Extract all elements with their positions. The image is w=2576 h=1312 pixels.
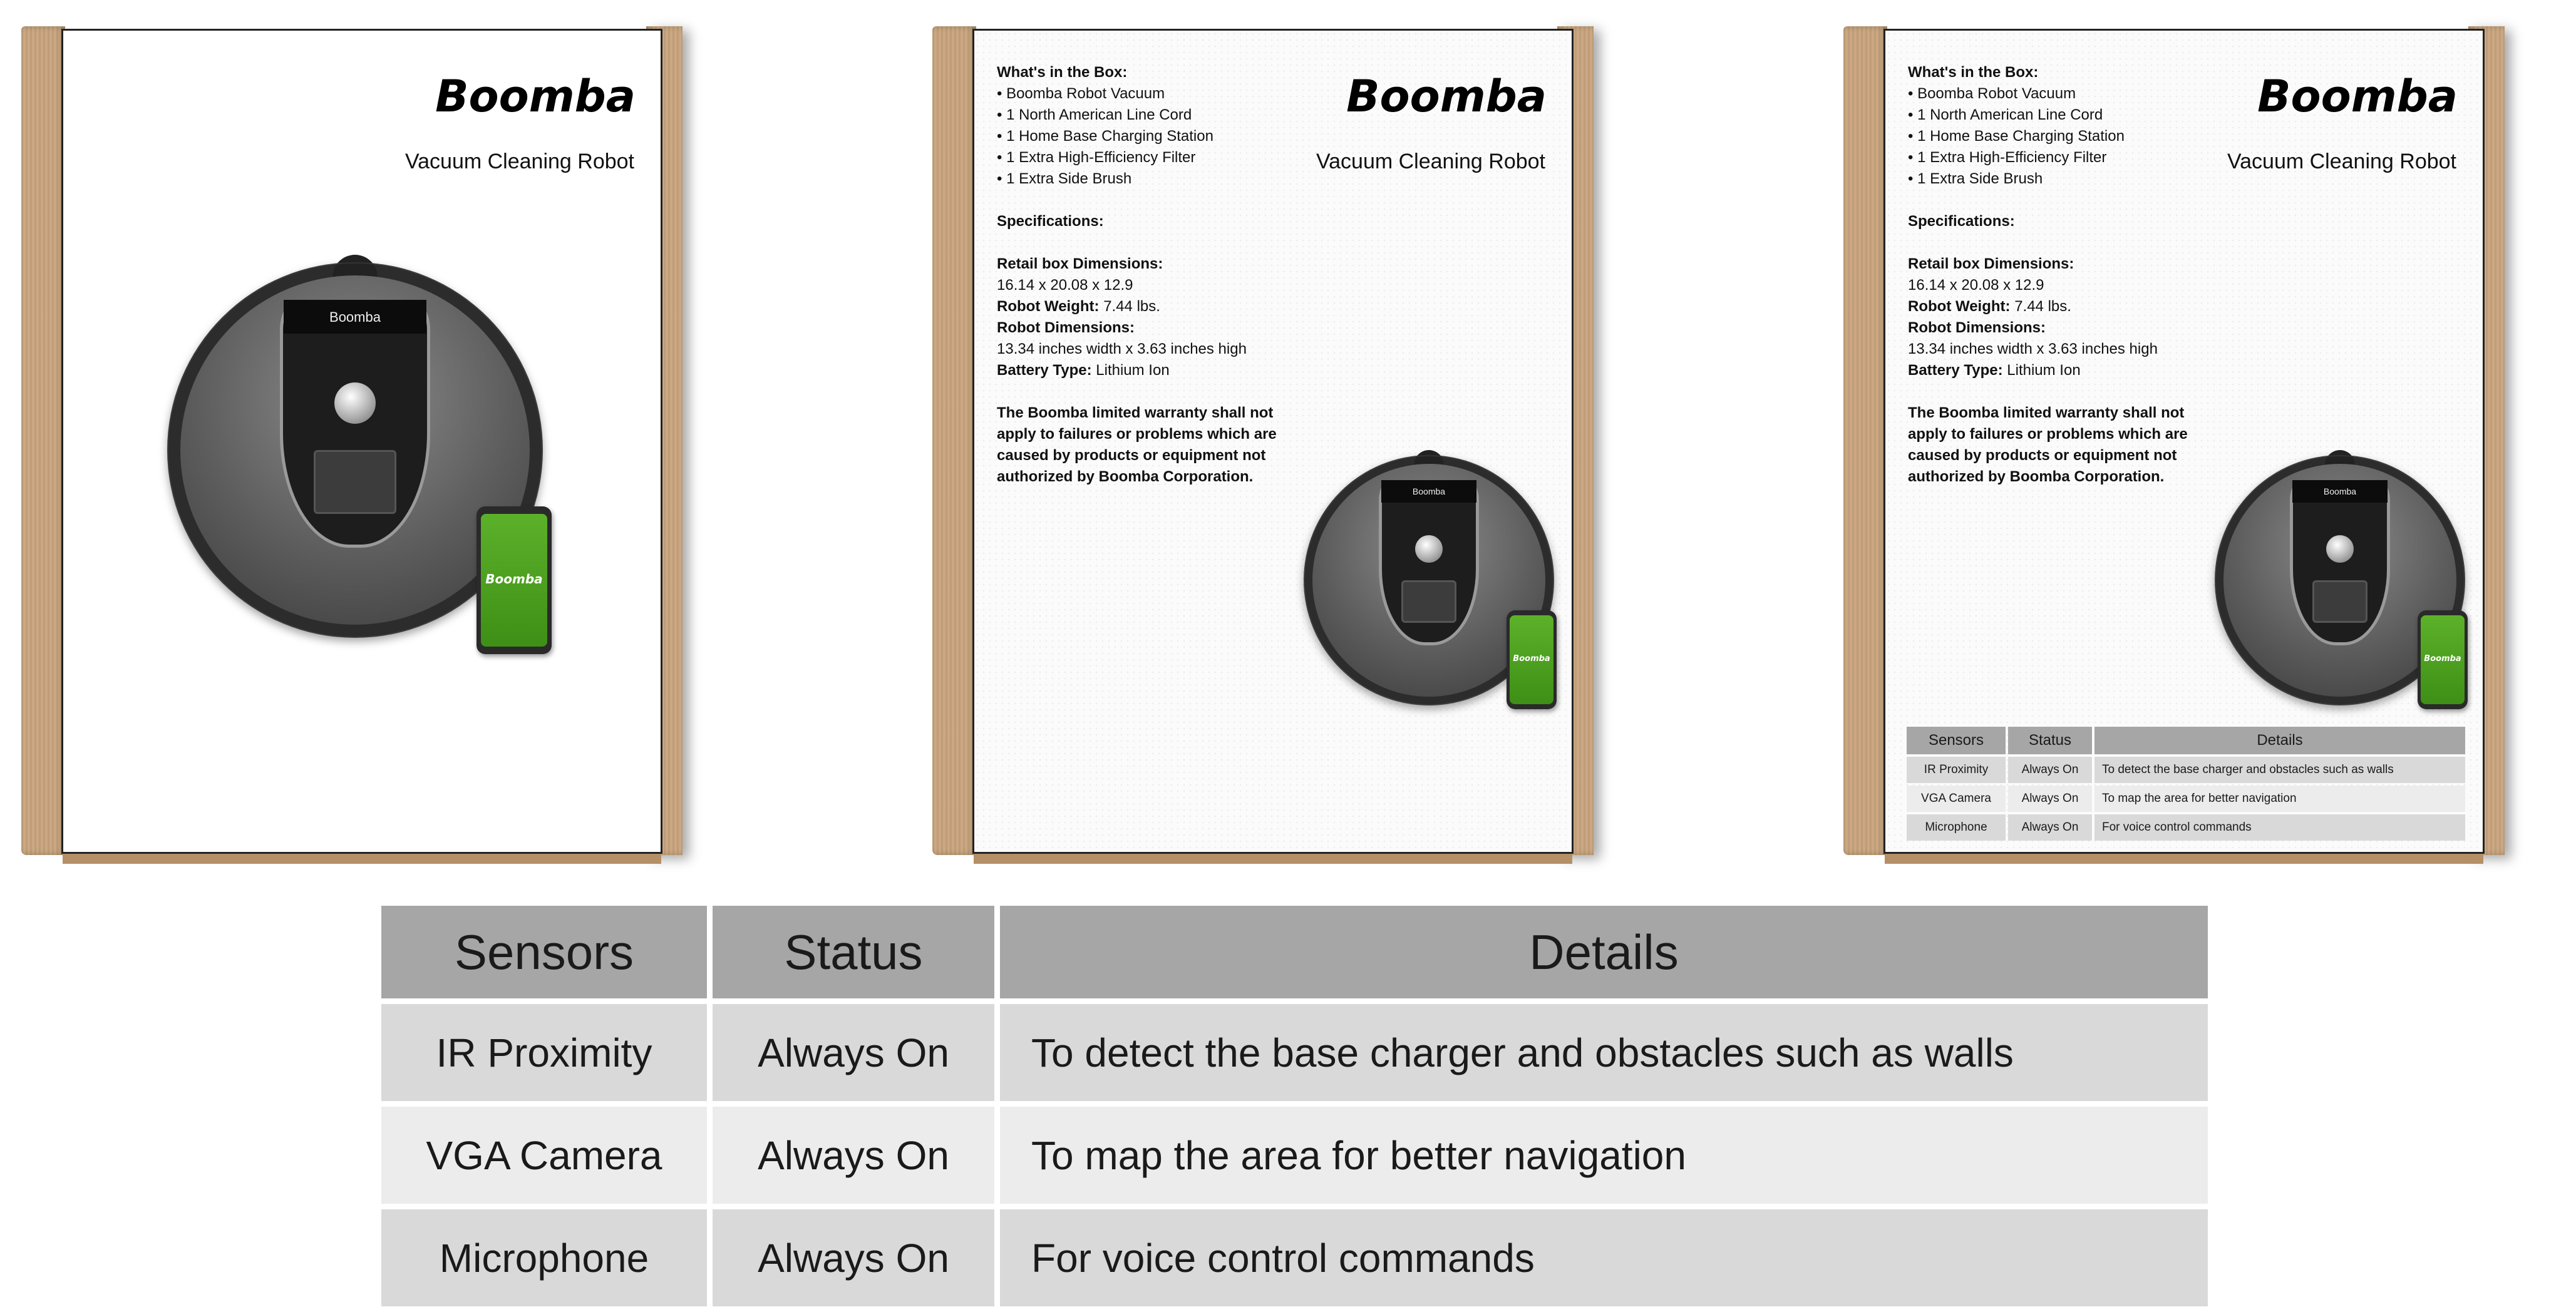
list-item: • 1 North American Line Cord [1908, 105, 2233, 126]
list-item: • Boomba Robot Vacuum [997, 83, 1322, 105]
battery-label: Battery Type: [1908, 362, 2003, 379]
box-side-left [932, 26, 976, 855]
table-row [1907, 786, 2465, 812]
warranty-text: The Boomba limited warranty shall not apply to failures or problems which are caused by products or equipment not authorized by Boomba Corporation. [1908, 404, 2188, 485]
robot-dimensions-label: Robot Dimensions: [1908, 319, 2046, 336]
robot-clean-button [334, 382, 376, 424]
box-contents-heading: What's in the Box: [997, 64, 1128, 81]
box-back-specs [932, 26, 1610, 864]
sensor-table [376, 900, 2213, 1312]
retail-box-value: 16.14 x 20.08 x 12.9 [997, 277, 1133, 294]
list-item: • 1 Extra Side Brush [997, 168, 1322, 190]
retail-box-label: Retail box Dimensions: [1908, 255, 2074, 272]
weight-label: Robot Weight: [1908, 298, 2011, 315]
sensor-name: IR Proximity [381, 1004, 707, 1101]
table-header-row [1907, 727, 2465, 754]
table-row [1907, 757, 2465, 783]
box-side-left [1843, 26, 1887, 855]
sensor-table-on-box [1904, 724, 2468, 843]
list-item: • Boomba Robot Vacuum [1908, 83, 2233, 105]
robot-camera-window [314, 450, 396, 514]
robot-camera-window [2312, 580, 2367, 623]
robot-dimensions-label: Robot Dimensions: [997, 319, 1135, 336]
phone-app-image [1507, 610, 1557, 709]
robot-clean-button [1415, 535, 1443, 563]
box-back-with-table [1843, 26, 2521, 864]
specifications-heading: Specifications: [1908, 213, 2015, 230]
sensor-name: VGA Camera [381, 1107, 707, 1204]
sensor-name: Microphone [381, 1209, 707, 1306]
box-front [21, 26, 699, 864]
table-row [381, 1209, 2208, 1306]
battery-value: Lithium Ion [1096, 362, 1170, 379]
table-row [381, 1004, 2208, 1101]
list-item: • 1 North American Line Cord [997, 105, 1322, 126]
table-row [381, 1107, 2208, 1204]
column-header-status: Status [2008, 727, 2092, 754]
sensor-name: Microphone [1907, 814, 2006, 841]
sensor-details: To map the area for better navigation [2094, 786, 2465, 812]
specifications-heading: Specifications: [997, 213, 1104, 230]
brand-title: Boomba [1346, 71, 1547, 122]
retail-box-value: 16.14 x 20.08 x 12.9 [1908, 277, 2044, 294]
list-item: • 1 Extra High-Efficiency Filter [997, 147, 1322, 168]
box-back-panel [1883, 29, 2485, 854]
box-contents-heading: What's in the Box: [1908, 64, 2039, 81]
weight-value: 7.44 lbs. [2014, 298, 2071, 315]
box-contents-list [1908, 83, 2233, 190]
box-back-panel [972, 29, 1574, 854]
retail-box-label: Retail box Dimensions: [997, 255, 1163, 272]
table-row [1907, 814, 2465, 841]
phone-app-label: Boomba [2424, 653, 2461, 664]
weight-label: Robot Weight: [997, 298, 1100, 315]
brand-title: Boomba [2257, 71, 2458, 122]
robot-camera-window [1401, 580, 1456, 623]
sensor-status: Always On [713, 1004, 994, 1101]
product-info-text [997, 62, 1322, 488]
box-front-panel [61, 29, 662, 854]
product-subtitle: Vacuum Cleaning Robot [404, 150, 634, 173]
list-item: • 1 Home Base Charging Station [997, 126, 1322, 147]
phone-app-label: Boomba [485, 571, 543, 587]
sensor-name: IR Proximity [1907, 757, 2006, 783]
sensor-status: Always On [2008, 757, 2092, 783]
list-item: • 1 Extra Side Brush [1908, 168, 2233, 190]
product-subtitle: Vacuum Cleaning Robot [1316, 150, 1545, 173]
sensor-status: Always On [2008, 814, 2092, 841]
table-header-row [381, 906, 2208, 998]
box-side-left [21, 26, 65, 855]
sensor-name: VGA Camera [1907, 786, 2006, 812]
box-contents-list [997, 83, 1322, 190]
robot-logo: Boomba [2323, 486, 2357, 496]
phone-app-label: Boomba [1513, 653, 1550, 664]
robot-clean-button [2326, 535, 2354, 563]
column-header-status: Status [713, 906, 994, 998]
list-item: • 1 Extra High-Efficiency Filter [1908, 147, 2233, 168]
column-header-sensors: Sensors [381, 906, 707, 998]
sensor-status: Always On [2008, 786, 2092, 812]
product-info-text [1908, 62, 2233, 488]
sensor-details: To map the area for better navigation [1000, 1107, 2208, 1204]
sensor-status: Always On [713, 1209, 994, 1306]
weight-value: 7.44 lbs. [1103, 298, 1160, 315]
brand-title: Boomba [435, 71, 636, 122]
battery-value: Lithium Ion [2007, 362, 2081, 379]
column-header-sensors: Sensors [1907, 727, 2006, 754]
robot-logo: Boomba [329, 309, 381, 325]
sensor-status: Always On [713, 1107, 994, 1204]
phone-app-image [477, 506, 552, 654]
sensor-details: For voice control commands [2094, 814, 2465, 841]
warranty-text: The Boomba limited warranty shall not apply to failures or problems which are caused by products or equipment not authorized by Boomba Corporation. [997, 404, 1277, 485]
robot-dimensions-value: 13.34 inches width x 3.63 inches high [1908, 341, 2158, 357]
robot-dimensions-value: 13.34 inches width x 3.63 inches high [997, 341, 1247, 357]
product-subtitle: Vacuum Cleaning Robot [2227, 150, 2456, 173]
list-item: • 1 Home Base Charging Station [1908, 126, 2233, 147]
sensor-details: To detect the base charger and obstacles such as walls [1000, 1004, 2208, 1101]
battery-label: Battery Type: [997, 362, 1092, 379]
phone-app-image [2418, 610, 2468, 709]
robot-logo: Boomba [1412, 486, 1446, 496]
sensor-details: For voice control commands [1000, 1209, 2208, 1306]
column-header-details: Details [2094, 727, 2465, 754]
sensor-details: To detect the base charger and obstacles such as walls [2094, 757, 2465, 783]
column-header-details: Details [1000, 906, 2208, 998]
